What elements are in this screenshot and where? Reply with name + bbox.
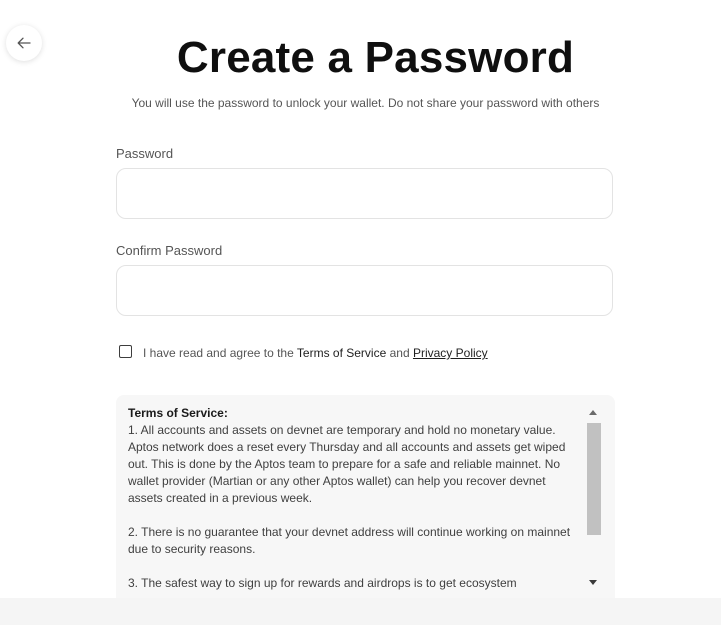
scroll-up-arrow-icon[interactable] bbox=[589, 410, 597, 415]
terms-paragraph: 2. There is no guarantee that your devnet address will continue working on mainnet due to security reasons. bbox=[128, 525, 571, 556]
agreement-prefix: I have read and agree to the bbox=[143, 346, 297, 360]
agreement-text bbox=[143, 345, 488, 361]
terms-content bbox=[128, 405, 583, 598]
confirm-password-label: Confirm Password bbox=[116, 243, 223, 258]
privacy-policy-link[interactable]: Privacy Policy bbox=[412, 346, 488, 360]
page-subtitle: You will use the password to unlock your wallet. Do not share your password with others bbox=[131, 96, 600, 110]
terms-scroll-box[interactable] bbox=[116, 395, 615, 598]
password-label: Password bbox=[116, 146, 174, 161]
scrollbar-thumb[interactable] bbox=[587, 423, 601, 535]
terms-paragraph: 3. The safest way to sign up for rewards and airdrops is to get ecosystem bbox=[128, 576, 517, 590]
scroll-down-arrow-icon[interactable] bbox=[589, 580, 597, 585]
confirm-password-input[interactable] bbox=[116, 265, 613, 316]
terms-paragraph: 1. All accounts and assets on devnet are temporary and hold no monetary value. Aptos network does a reset every Thursday and all accounts and assets get wiped out. This is done by the Aptos team to prepare for a safe and reliable mainnet. No wallet provider (Martian or any other Aptos wallet) can help you recover devnet assets created in a previous week. bbox=[128, 423, 566, 505]
page-title: Create a Password bbox=[176, 33, 575, 82]
agreement-middle: and bbox=[386, 346, 413, 360]
agree-checkbox[interactable] bbox=[119, 345, 132, 358]
password-input[interactable] bbox=[116, 168, 613, 219]
terms-scrollbar[interactable] bbox=[585, 405, 602, 592]
terms-of-service-link[interactable]: Terms of Service bbox=[296, 346, 387, 360]
bottom-band bbox=[0, 598, 721, 625]
terms-heading: Terms of Service: bbox=[128, 406, 228, 420]
